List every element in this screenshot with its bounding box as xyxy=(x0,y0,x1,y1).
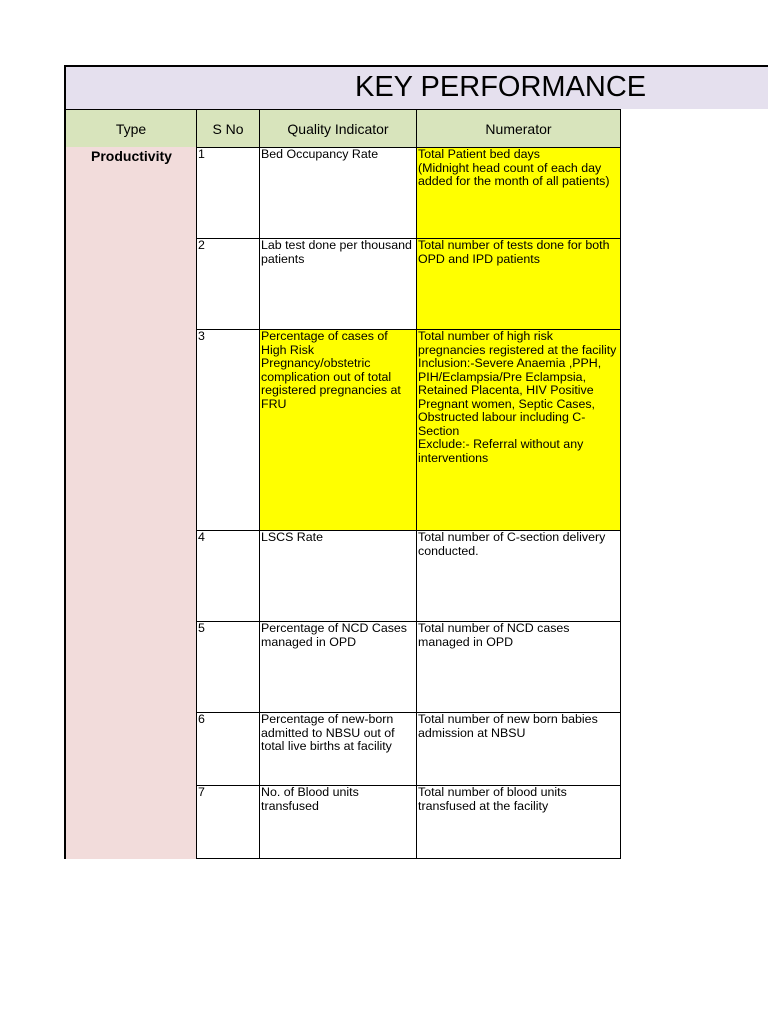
row-3-sno: 3 xyxy=(196,329,260,531)
row-4-indicator: LSCS Rate xyxy=(259,530,417,622)
title-band xyxy=(64,65,768,109)
row-3-numerator: Total number of high risk pregnancies registered at the facility Inclusion:-Severe Anaemia ,PPH, PIH/Eclampsia/Pre Eclampsia, Retained Placenta, HIV Positive Pregnant women, Septic Cases, Obstructed labour including C-Section Exclude:- Referral without any interventions xyxy=(416,329,621,531)
row-7-indicator: No. of Blood units transfused xyxy=(259,785,417,859)
row-6-numerator: Total number of new born babies admission at NBSU xyxy=(416,712,621,786)
row-6-indicator: Percentage of new-born admitted to NBSU out of total live births at facility xyxy=(259,712,417,786)
row-2-numerator: Total number of tests done for both OPD and IPD patients xyxy=(416,238,621,330)
type-column xyxy=(64,147,197,859)
row-4-sno: 4 xyxy=(196,530,260,622)
row-1-sno: 1 xyxy=(196,147,260,239)
header-type: Type xyxy=(64,109,197,148)
header-sno: S No xyxy=(196,109,260,148)
row-3-indicator: Percentage of cases of High Risk Pregnancy/obstetric complication out of total registered pregnancies at FRU xyxy=(259,329,417,531)
row-1-numerator: Total Patient bed days (Midnight head count of each day added for the month of all patients) xyxy=(416,147,621,239)
row-1-indicator: Bed Occupancy Rate xyxy=(259,147,417,239)
row-2-sno: 2 xyxy=(196,238,260,330)
row-4-numerator: Total number of C-section delivery conducted. xyxy=(416,530,621,622)
row-5-numerator: Total number of NCD cases managed in OPD xyxy=(416,621,621,713)
row-7-numerator: Total number of blood units transfused at the facility xyxy=(416,785,621,859)
header-numerator: Numerator xyxy=(416,109,621,148)
type-label-productivity: Productivity xyxy=(91,148,172,164)
row-6-sno: 6 xyxy=(196,712,260,786)
row-7-sno: 7 xyxy=(196,785,260,859)
sheet-title: KEY PERFORMANCE xyxy=(355,71,647,103)
header-quality-indicator: Quality Indicator xyxy=(259,109,417,148)
row-2-indicator: Lab test done per thousand patients xyxy=(259,238,417,330)
row-5-indicator: Percentage of NCD Cases managed in OPD xyxy=(259,621,417,713)
row-5-sno: 5 xyxy=(196,621,260,713)
